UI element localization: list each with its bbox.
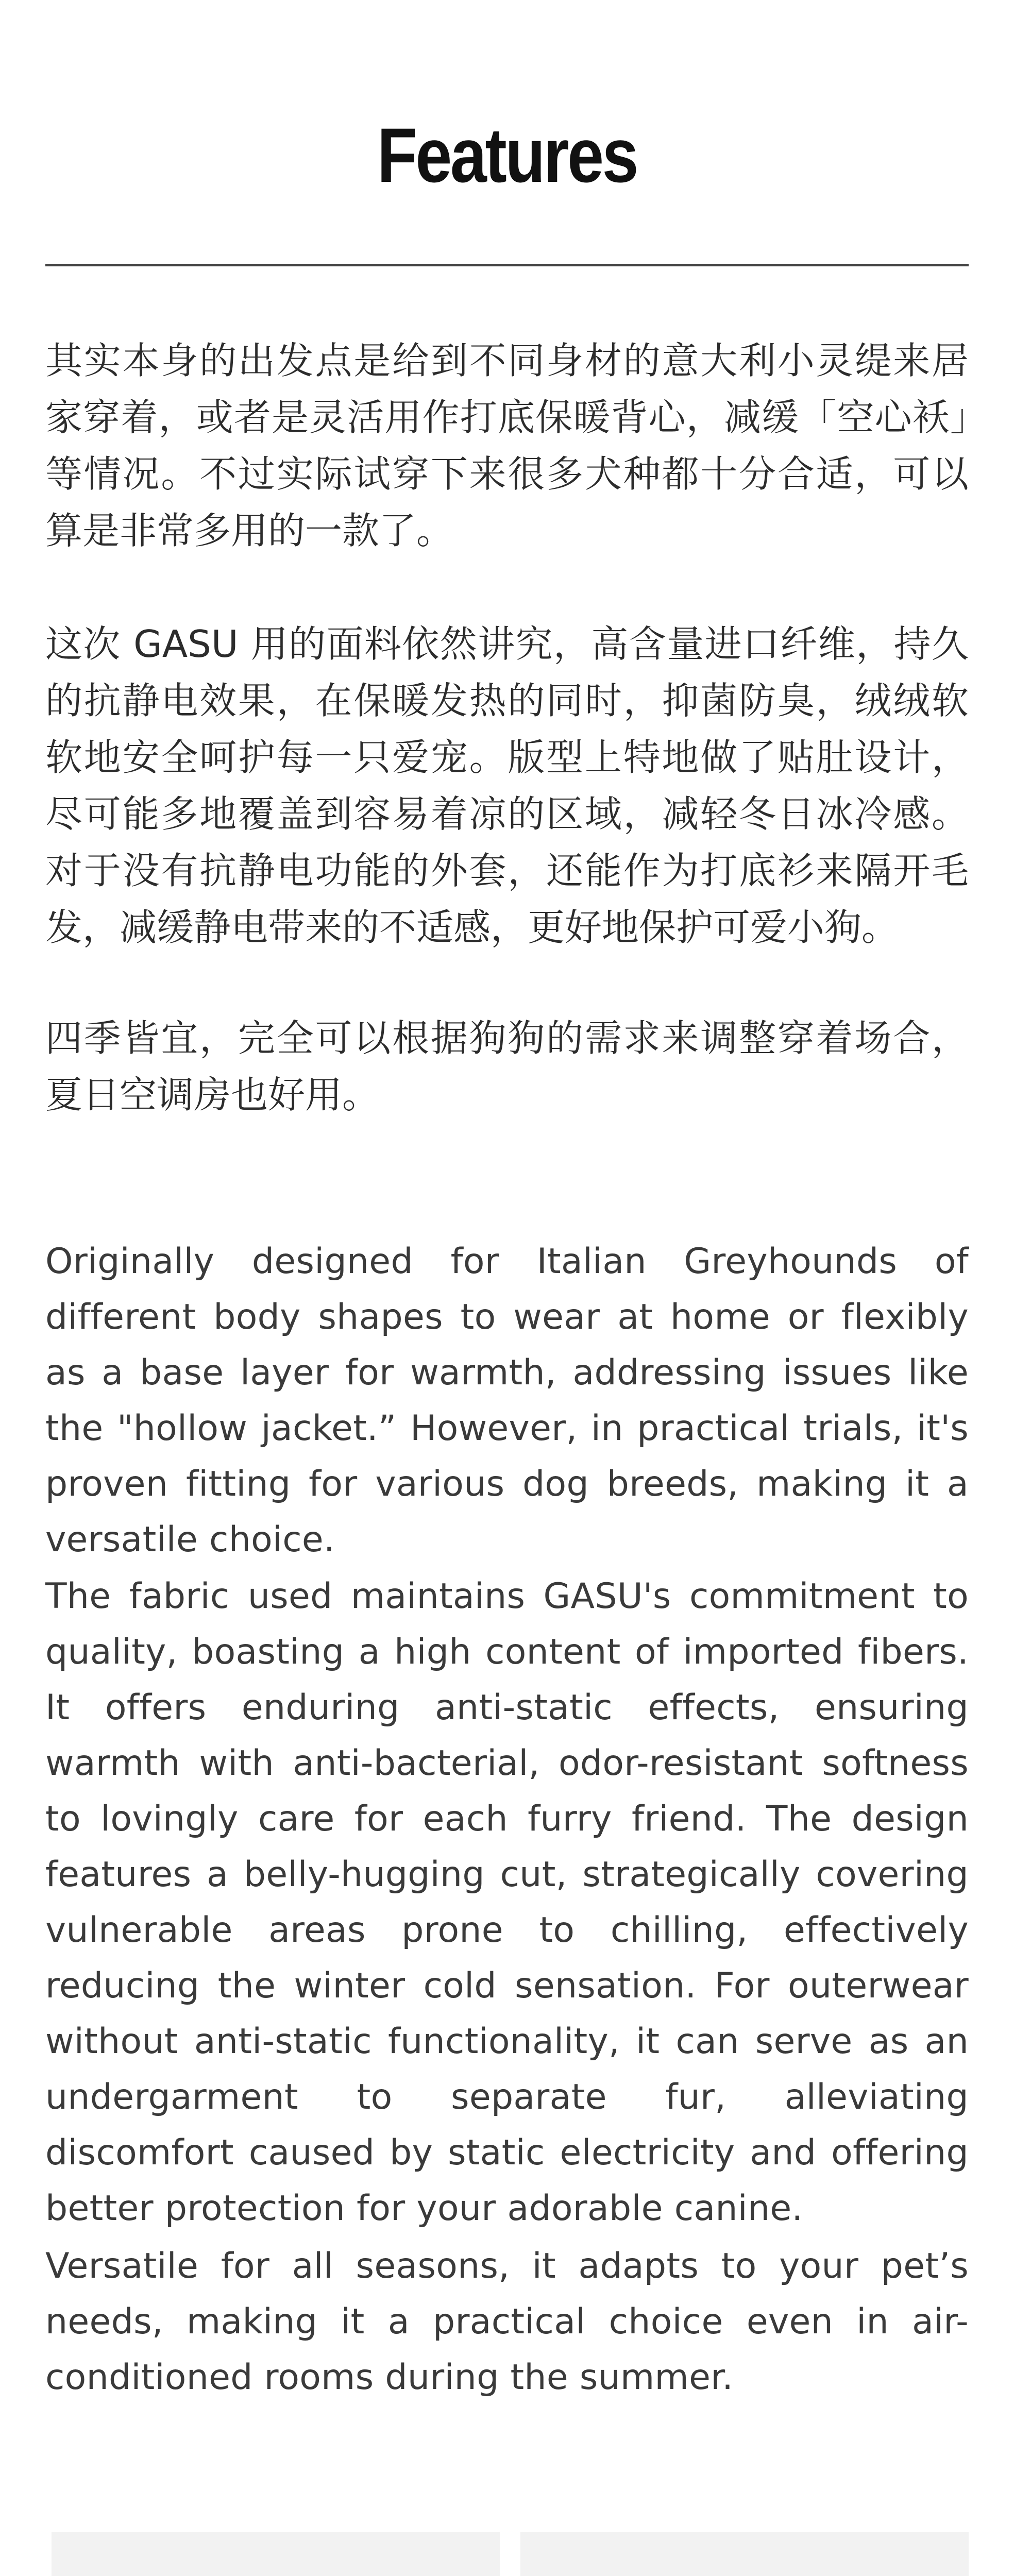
en-paragraph-2: The fabric used maintains GASU's commitment to quality, boasting a high content of imported fibers. It offers enduring anti-static effects, ensuring warmth with anti-bacterial, odor-resistant softness to lovingly care for each furry friend. The design features a belly-hugging cut, strategically covering vulnerable areas prone to chilling, effectively reducing the winter cold sensation. For outerwear without anti-static functionality, it can serve as an undergarment to separate fur, alleviating discomfort caused by static electricity and offering better protection for your adorable canine. [45, 1576, 969, 2229]
cn-paragraph-1: 其实本身的出发点是给到不同身材的意大利小灵缇来居家穿着，或者是灵活用作打底保暖背心，减缓「空心袄」等情况。不过实际试穿下来很多犬种都十分合适，可以算是非常多用的一款了。 [45, 339, 969, 552]
spec-card-material-cn [52, 2532, 500, 2576]
title-divider [45, 264, 969, 266]
spec-card-material-en [520, 2532, 969, 2576]
cn-paragraph-3: 四季皆宜，完全可以根据狗狗的需求来调整穿着场合，夏日空调房也好用。 [45, 1016, 969, 1116]
page-title: Features [377, 112, 637, 198]
en-paragraph-3: Versatile for all seasons, it adapts to your pet’s needs, making it a practical choice even in air-conditioned rooms during the summer. [45, 2246, 969, 2398]
en-paragraph-1: Originally designed for Italian Greyhounds of different body shapes to wear at home or flexibly as a base layer for warmth, addressing issues like the "hollow jacket.” However, in practical trials, it's proven fitting for various dog breeds, making it a versatile choice. [45, 1241, 969, 1560]
cn-paragraph-2: 这次 GASU 用的面料依然讲究，高含量进口纤维，持久的抗静电效果，在保暖发热的同时，抑菌防臭，绒绒软软地安全呵护每一只爱宠。版型上特地做了贴肚设计，尽可能多地覆盖到容易着凉的区域，减轻冬日冰冷感。对于没有抗静电功能的外套，还能作为打底衫来隔开毛发，减缓静电带来的不适感，更好地保护可爱小狗。 [45, 622, 969, 949]
